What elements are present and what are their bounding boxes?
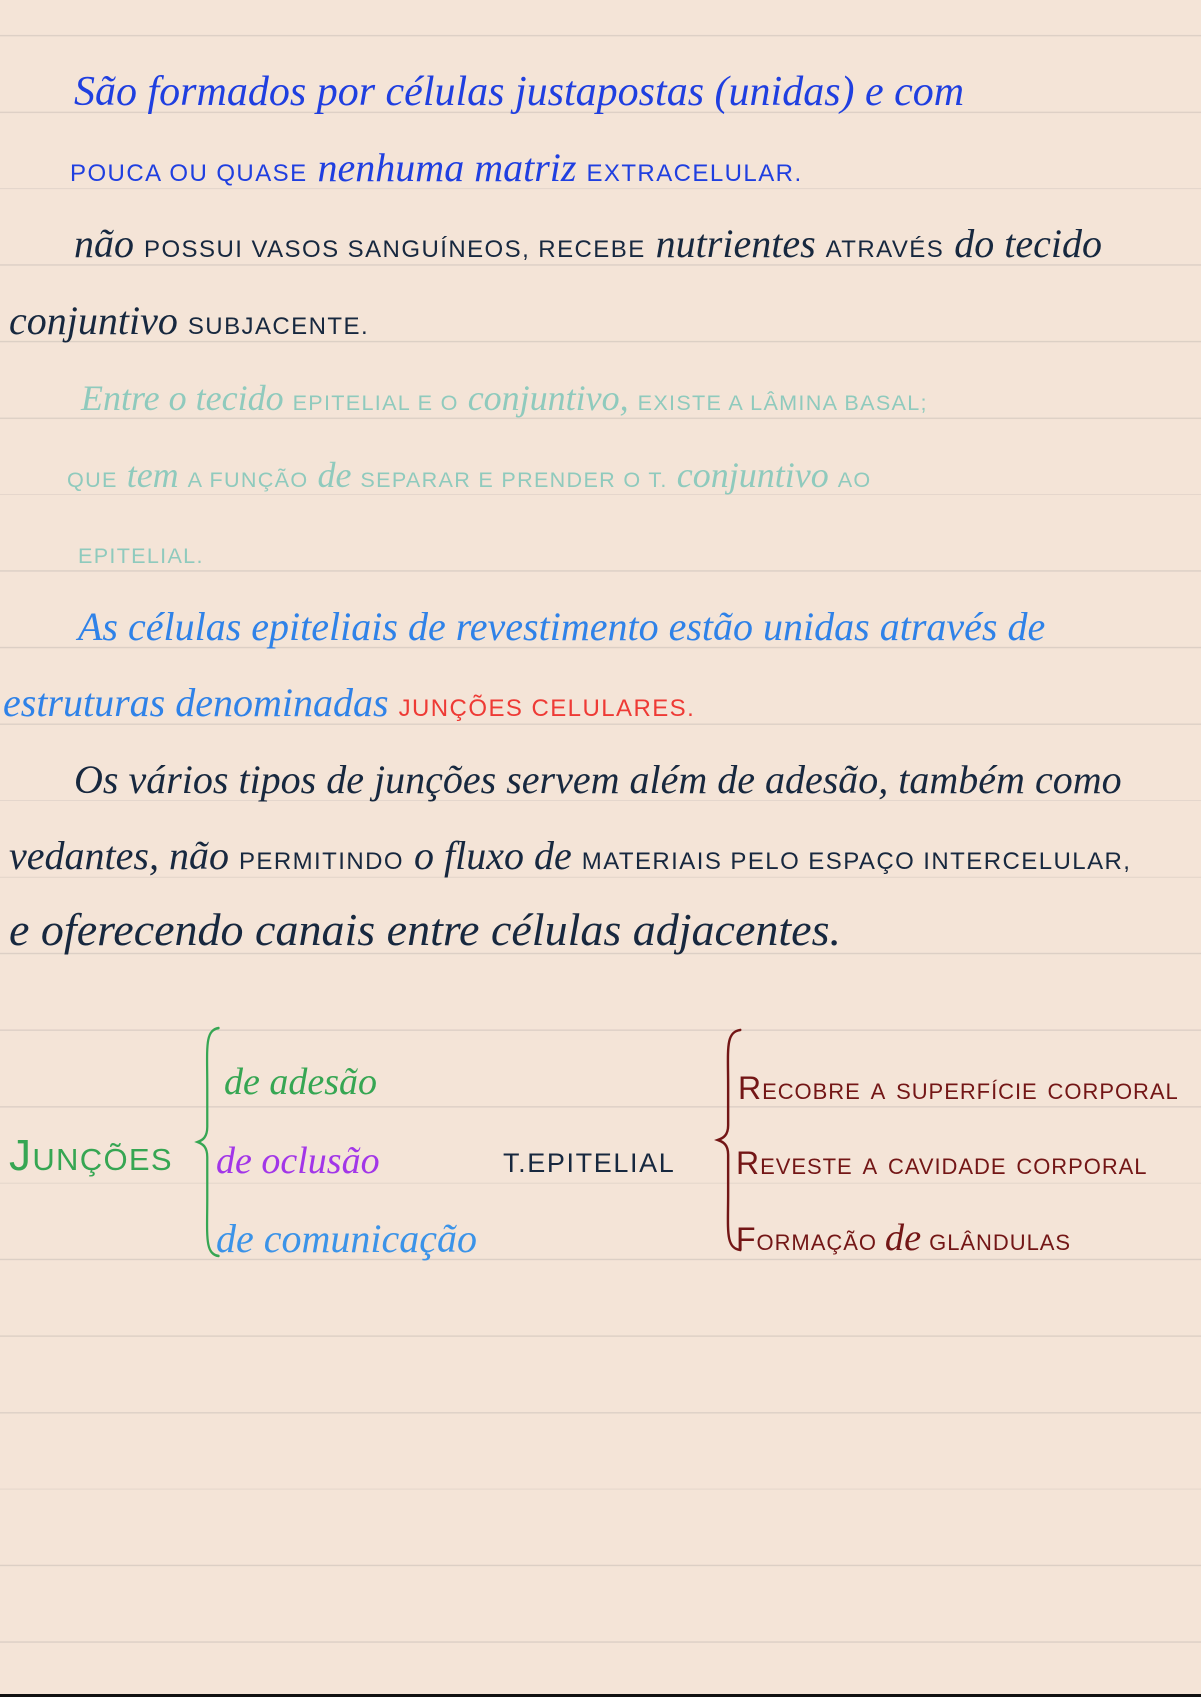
note-line-7: [78, 531, 204, 572]
note-line-4: [9, 298, 369, 344]
note-text: tem: [126, 455, 179, 495]
note-text: conjuntivo,: [467, 378, 629, 418]
juncoes-label: Junções: [9, 1131, 173, 1180]
note-text: POSSUI VASOS SANGUÍNEOS, RECEBE: [144, 236, 646, 263]
note-line-1: [74, 68, 964, 116]
note-text: Recobre a superfície corporal: [738, 1070, 1179, 1106]
note-line-12: [9, 904, 841, 957]
note-text: EXTRACELULAR.: [586, 160, 803, 187]
note-text: Os vários tipos de junções servem além de adesão, também como: [74, 757, 1122, 802]
note-line-5: [81, 378, 928, 419]
note-line-6: [67, 455, 872, 496]
note-text: MATERIAIS PELO ESPAÇO INTERCELULAR,: [581, 848, 1132, 875]
note-text: conjuntivo: [9, 298, 178, 343]
note-text: A FUNÇÃO: [187, 467, 309, 492]
note-text: As células epiteliais de revestimento estão unidas através de: [78, 604, 1046, 649]
note-text: estruturas denominadas: [3, 680, 389, 725]
funcao-recobre: [738, 1070, 1179, 1107]
note-text: QUE: [67, 467, 118, 492]
note-text: vedantes, não: [9, 833, 229, 878]
note-line-10: [74, 757, 1122, 803]
note-text: nenhuma matriz: [317, 145, 577, 190]
note-text: SUBJACENTE.: [187, 313, 370, 340]
note-text: SEPARAR E PRENDER O T.: [360, 467, 668, 492]
note-text: EPITELIAL E O: [292, 390, 459, 415]
note-line-11: [9, 833, 1131, 879]
note-text: EXISTE A LÂMINA BASAL;: [637, 390, 928, 415]
note-text: conjuntivo: [676, 455, 829, 495]
note-text: de: [317, 455, 352, 495]
note-line-9: [3, 680, 695, 726]
juncao-comunicacao: de comunicação: [216, 1216, 478, 1261]
funcao-reveste: [736, 1145, 1148, 1182]
note-text: nutrientes: [655, 221, 816, 266]
t-epitelial-label: T.EPITELIAL: [503, 1148, 676, 1178]
note-text: de: [884, 1217, 922, 1259]
note-text: AO: [837, 467, 872, 492]
note-text: Entre o tecido: [81, 378, 284, 418]
highlight-text: JUNÇÕES CELULARES.: [398, 695, 696, 722]
note-text: e oferecendo canais entre células adjacentes.: [9, 904, 841, 955]
funcao-glandulas: [736, 1216, 1071, 1260]
note-text: glândulas: [929, 1221, 1072, 1257]
note-text: São formados por células justapostas (unidas) e com: [74, 69, 965, 115]
note-text: não: [74, 221, 134, 266]
note-text: Formação: [736, 1221, 877, 1257]
note-line-2: [70, 145, 803, 191]
note-text: Reveste a cavidade corporal: [736, 1145, 1148, 1181]
juncao-oclusao: de oclusão: [216, 1140, 380, 1182]
note-text: PERMITINDO: [238, 848, 405, 875]
note-line-8: [78, 604, 1045, 650]
note-text: POUCA OU QUASE: [70, 160, 308, 187]
juncao-adesao: de adesão: [224, 1061, 378, 1103]
note-text: do tecido: [954, 221, 1102, 266]
note-text: EPITELIAL.: [78, 543, 204, 568]
note-text: ATRAVÉS: [825, 236, 945, 263]
note-text: o fluxo de: [414, 833, 572, 878]
note-line-3: [74, 221, 1102, 267]
